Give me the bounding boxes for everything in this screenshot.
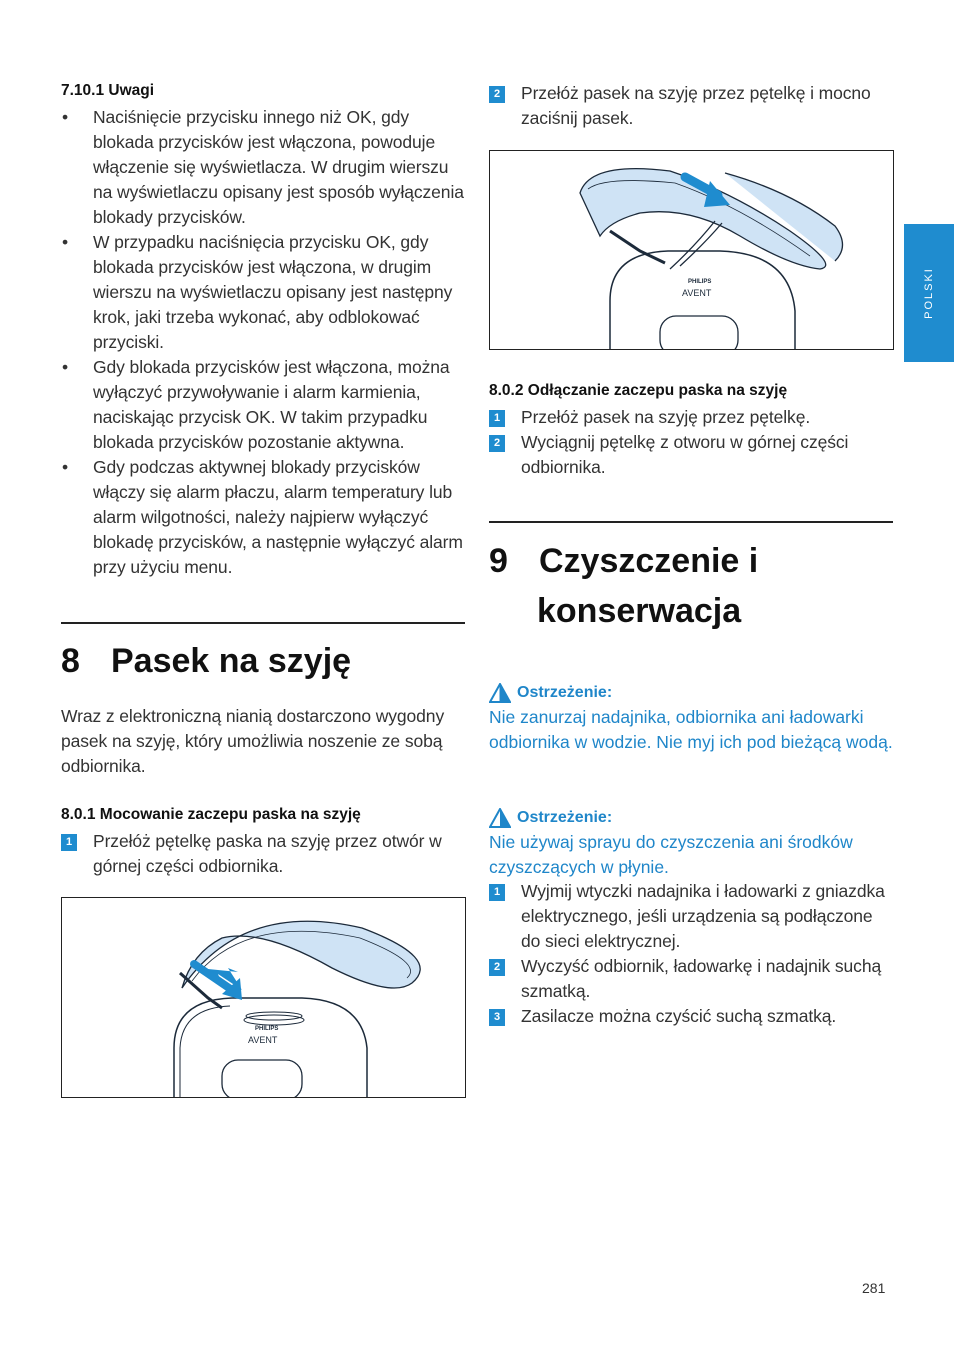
strap-illustration bbox=[490, 151, 893, 349]
subsection-802-steps bbox=[489, 405, 893, 480]
section-divider bbox=[489, 521, 893, 523]
warning-icon bbox=[489, 808, 511, 828]
strap-illustration bbox=[62, 898, 465, 1097]
step-item bbox=[61, 829, 465, 879]
step-item bbox=[489, 954, 893, 1004]
step-number: 2 bbox=[489, 959, 505, 976]
step-item bbox=[489, 430, 893, 480]
section-title-text-line2: konserwacja bbox=[537, 592, 742, 630]
step-text: Wyczyść odbiornik, ładowarkę i nadajnik suchą szmatką. bbox=[521, 956, 882, 1001]
section-title-text: Pasek na szyję bbox=[111, 642, 352, 680]
warning-box-2 bbox=[489, 805, 893, 880]
cleaning-steps bbox=[489, 879, 893, 1029]
step-text: Przełóż pętelkę paska na szyję przez otwór w górnej części odbiornika. bbox=[93, 831, 442, 876]
step-item bbox=[489, 405, 893, 430]
language-tab-label: POLSKI bbox=[923, 267, 935, 319]
step-item bbox=[489, 81, 893, 131]
warning-text: Nie używaj sprayu do czyszczenia ani środków czyszczących w płynie. bbox=[489, 832, 853, 877]
section-divider bbox=[61, 622, 465, 624]
step-number: 1 bbox=[489, 884, 505, 901]
figure-tighten-strap bbox=[489, 150, 894, 350]
section-title-text: Czyszczenie i bbox=[539, 542, 759, 580]
list-item: • Gdy podczas aktywnej blokady przycisków włączy się alarm płaczu, alarm temperatury lub alarm wilgotności, należy najpierw wyłączyć blokadę przycisków, a następnie wyłączyć alarm przy użyciu menu. bbox=[61, 455, 465, 580]
notes-heading: 7.10.1 Uwagi bbox=[61, 82, 155, 99]
list-item: • W przypadku naciśnięcia przycisku OK, gdy blokada przycisków jest włączona, w drugim wierszu na wyświetlaczu opisany jest następny krok, jaki trzeba wykonać, aby odblokować przyciski. bbox=[61, 230, 465, 355]
step-number: 3 bbox=[489, 1009, 505, 1026]
step-item bbox=[489, 1004, 893, 1029]
receiver-display bbox=[660, 316, 738, 349]
page-number: 281 bbox=[862, 1280, 886, 1296]
device-logo-brand: PHILIPS bbox=[255, 1026, 279, 1032]
warning-box-1 bbox=[489, 680, 893, 755]
receiver-display bbox=[222, 1060, 302, 1097]
warning-title: Ostrzeżenie: bbox=[517, 809, 613, 826]
section-number: 8 bbox=[61, 642, 80, 680]
list-item: • Gdy blokada przycisków jest włączona, można wyłączyć przywoływanie i alarm karmienia, naciskając przycisk OK. W takim przypadku blokada przycisków pozostanie aktywna. bbox=[61, 355, 465, 455]
section-8-intro: Wraz z elektroniczną nianią dostarczono wygodny pasek na szyję, który umożliwia noszenie ze sobą odbiornika. bbox=[61, 706, 445, 776]
step-number: 1 bbox=[61, 834, 77, 851]
language-tab bbox=[904, 224, 954, 362]
list-item: • Naciśnięcie przycisku innego niż OK, gdy blokada przycisków jest włączona, powoduje włączenie się wyświetlacza. W drugim wierszu na wyświetlaczu opisany jest sposób wyłączenia blokady przycisków. bbox=[61, 105, 465, 230]
device-logo-model: AVENT bbox=[682, 288, 712, 298]
figure-attach-strap bbox=[61, 897, 466, 1098]
step-text: Przełóż pasek na szyję przez pętelkę i mocno zaciśnij pasek. bbox=[521, 83, 871, 128]
step-text: Wyjmij wtyczki nadajnika i ładowarki z gniazdka elektrycznego, jeśli urządzenia są podłączone do sieci elektrycznej. bbox=[521, 881, 885, 951]
section-8-title bbox=[61, 636, 351, 686]
step-number: 1 bbox=[489, 410, 505, 427]
warning-title: Ostrzeżenie: bbox=[517, 684, 613, 701]
step-item bbox=[489, 879, 893, 954]
step-text: Wyciągnij pętelkę z otworu w górnej części odbiornika. bbox=[521, 432, 849, 477]
notes-list bbox=[61, 105, 465, 580]
warning-text: Nie zanurzaj nadajnika, odbiornika ani ładowarki odbiornika w wodzie. Nie myj ich pod bieżącą wodą. bbox=[489, 707, 893, 752]
section-9-title bbox=[489, 536, 758, 636]
warning-icon bbox=[489, 683, 511, 703]
step-number: 2 bbox=[489, 435, 505, 452]
step-text: Zasilacze można czyścić suchą szmatką. bbox=[521, 1006, 837, 1026]
subsection-801-heading: 8.0.1 Mocowanie zaczepu paska na szyję bbox=[61, 806, 361, 823]
subsection-802-heading: 8.0.2 Odłączanie zaczepu paska na szyję bbox=[489, 382, 788, 399]
step-text: Przełóż pasek na szyję przez pętelkę. bbox=[521, 407, 811, 427]
device-logo-model: AVENT bbox=[248, 1035, 278, 1045]
step-number: 2 bbox=[489, 86, 505, 103]
device-logo-brand: PHILIPS bbox=[688, 279, 712, 285]
subsection-801-steps bbox=[61, 829, 465, 879]
section-number: 9 bbox=[489, 542, 508, 580]
subsection-801-steps-cont bbox=[489, 81, 893, 131]
